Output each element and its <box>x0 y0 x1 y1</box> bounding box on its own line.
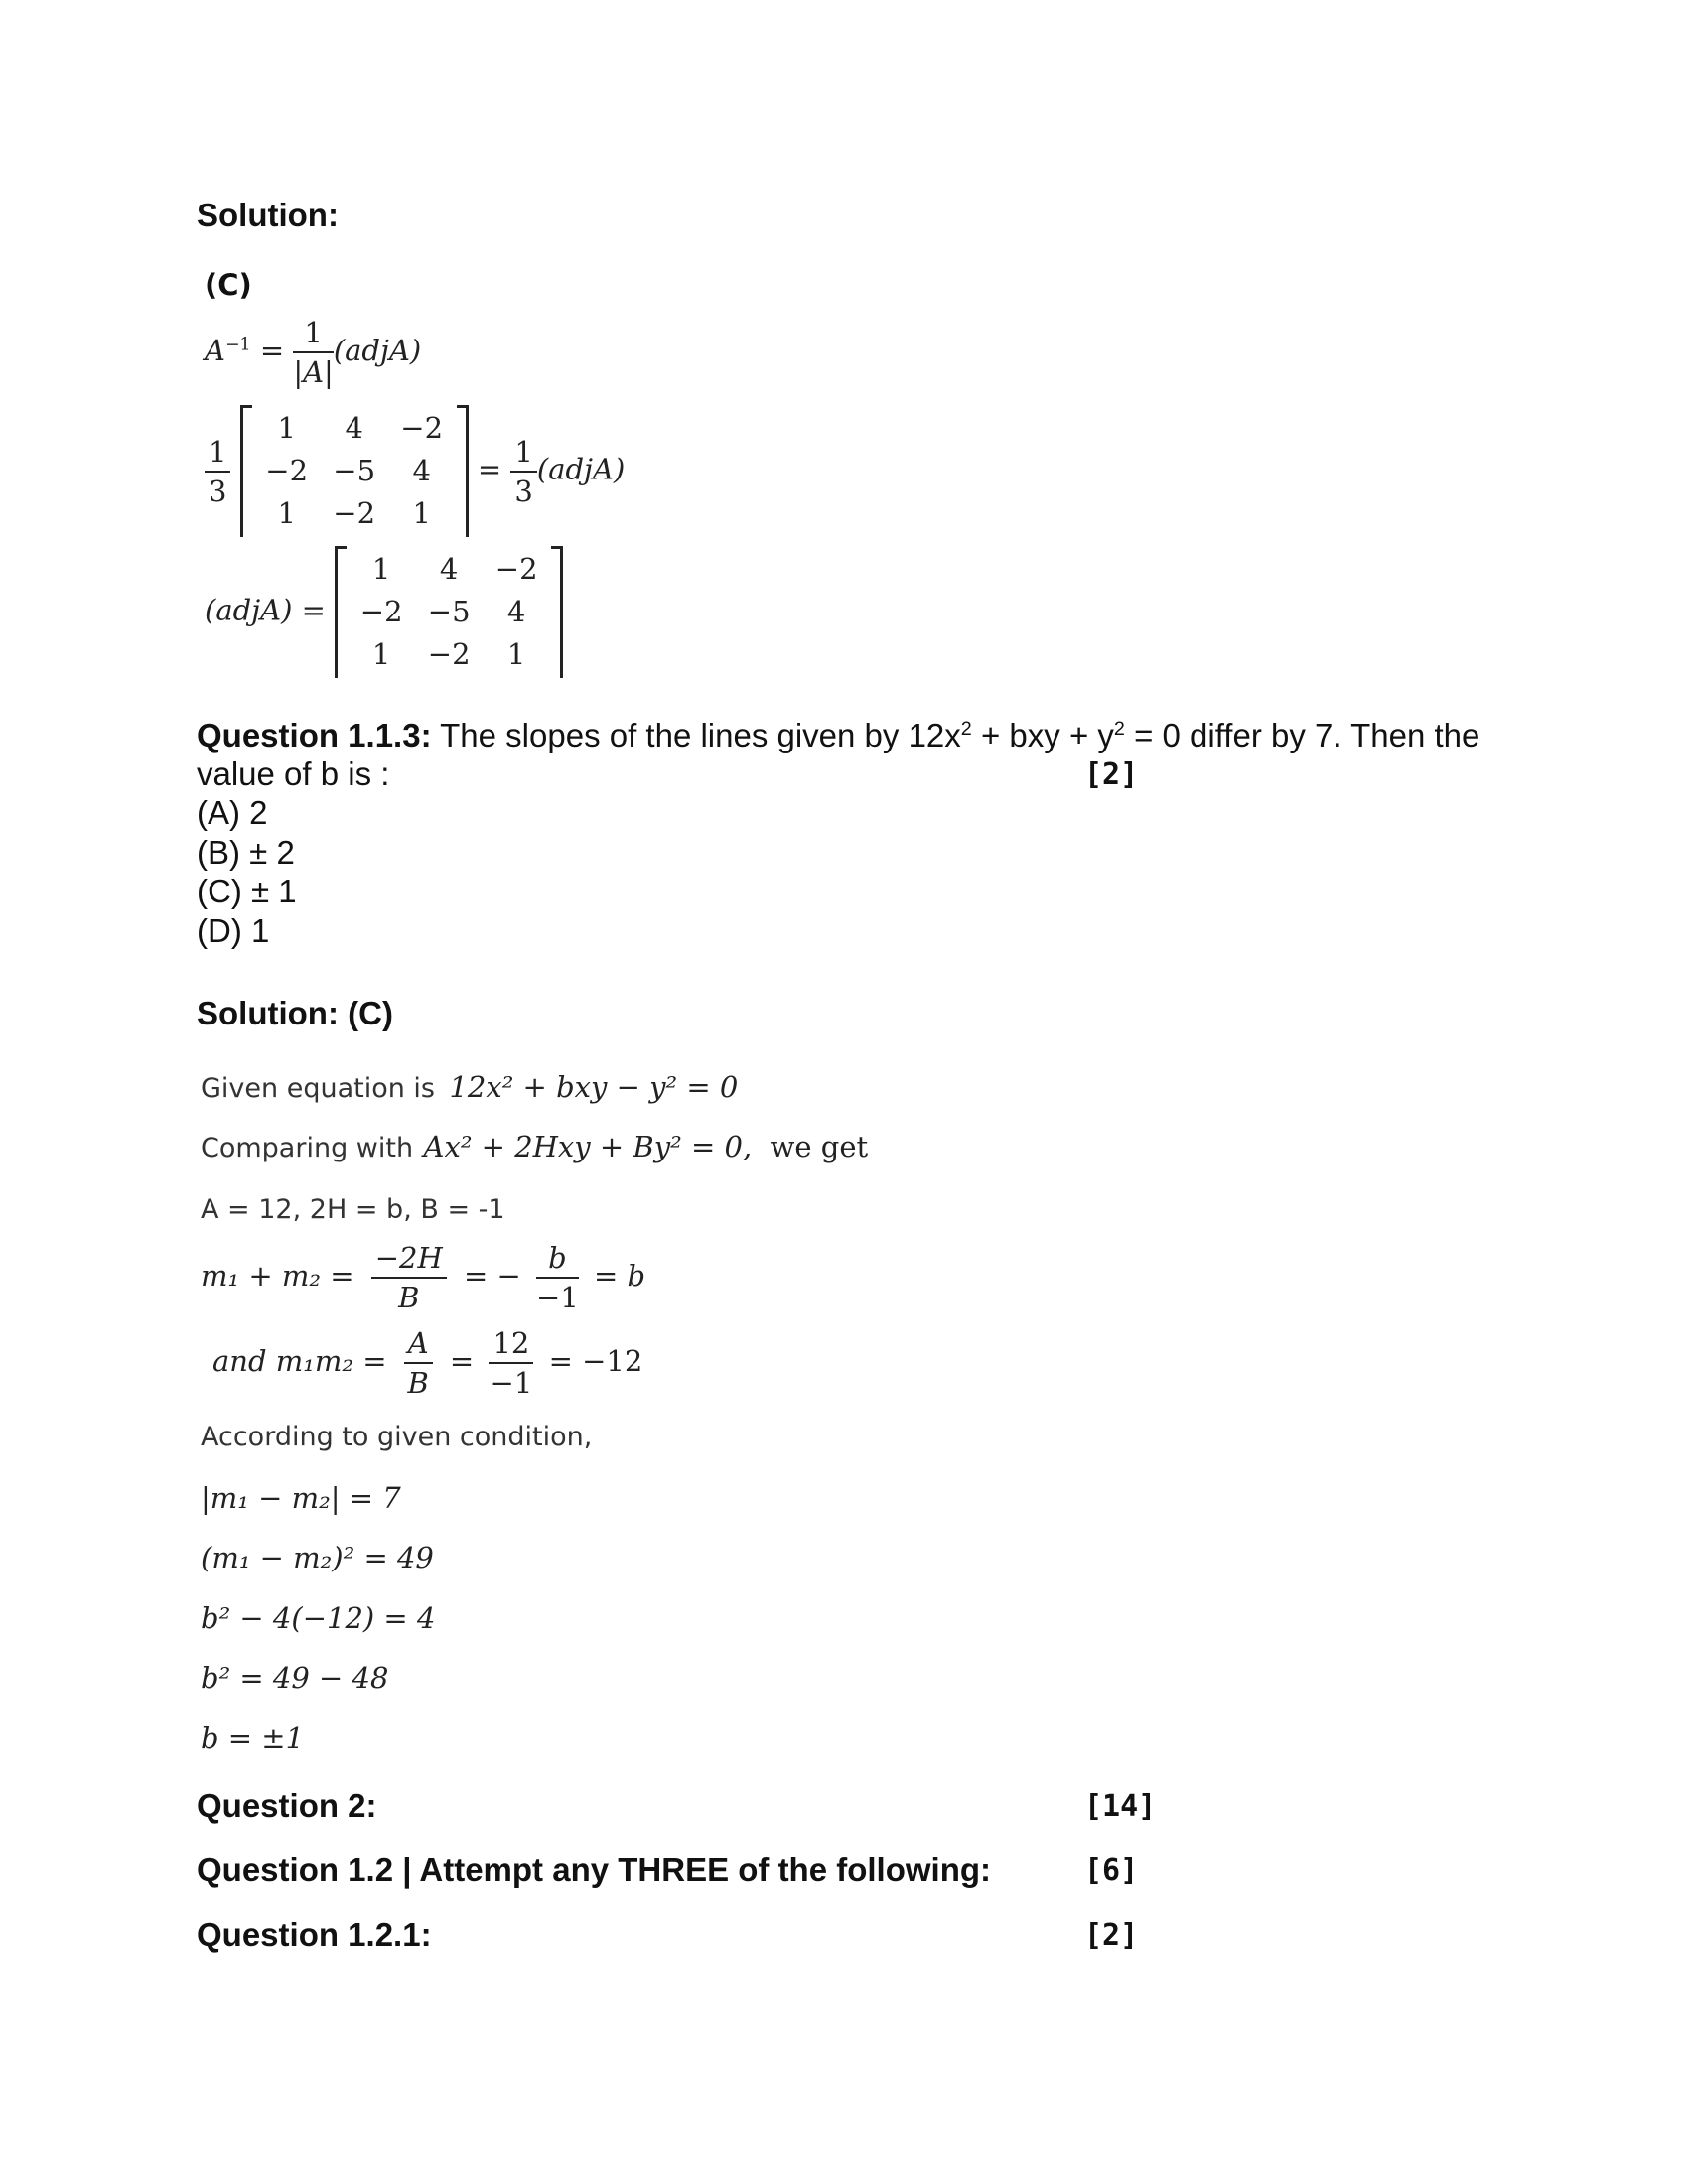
question-1-2-label: Question 1.2 | Attempt any THREE of the following: <box>197 1851 992 1888</box>
option-a: (A) 2 <box>197 794 268 831</box>
option-b: (B) ± 2 <box>197 834 295 871</box>
question-text-line2: value of b is : <box>197 755 390 792</box>
step-3: b² − 4(−12) = 4 <box>201 1601 436 1635</box>
question-1-2-marks: [6] <box>1084 1853 1139 1888</box>
solution-option: (C) <box>205 268 252 302</box>
given-equation-line: Given equation is 12x² + bxy − y² = 0 <box>201 1070 739 1104</box>
option-d: (D) 1 <box>197 912 270 949</box>
question-label: Question 1.1.3: <box>197 717 432 753</box>
question-1-1-3 <box>197 717 1507 754</box>
question-2-marks: [14] <box>1084 1789 1157 1824</box>
option-c: (C) ± 1 <box>197 873 297 909</box>
slope-sum: m₁ + m₂ = $\frac{-2H}{B}$ = − $\frac{b}{-1}$ = b <box>201 1241 646 1314</box>
question-1-2-1-marks: [2] <box>1084 1918 1139 1953</box>
matrix-adjoint: 1 4 −2 −2 −5 4 1 −2 1 <box>335 546 563 678</box>
solution-2-heading: Solution: (C) <box>197 995 393 1031</box>
adjoint-result: (adjA) = 1 4 −2 −2 −5 4 1 −2 1 <box>205 546 563 678</box>
question-1-2-1-label: Question 1.2.1: <box>197 1916 432 1953</box>
matrix-a-inverse: 1 4 −2 −2 −5 4 1 −2 1 <box>240 405 469 537</box>
question-text: The slopes of the lines given by $12x^2$ + bxy + $y^2 = 0$ differ by 7. Then the <box>440 717 1480 753</box>
step-5: b = ±1 <box>201 1721 305 1755</box>
step-2: (m₁ − m₂)² = 49 <box>201 1541 434 1574</box>
inverse-formula: $A^{-1}$ = $\frac{1}{|A|}$ (adjA) <box>205 316 422 389</box>
question-marks: [2] <box>1084 757 1139 792</box>
condition-line: According to given condition, <box>201 1422 593 1452</box>
question-2-label: Question 2: <box>197 1787 377 1824</box>
solution-heading: Solution: <box>197 197 339 233</box>
step-1: |m₁ − m₂| = 7 <box>201 1481 401 1515</box>
comparing-line: Comparing with Ax² + 2Hxy + By² = 0, we get <box>201 1130 869 1163</box>
slope-product: and m₁m₂ = $\frac{A}{B}$ = $\frac{12}{-1}$ = −12 <box>212 1326 643 1400</box>
step-4: b² = 49 − 48 <box>201 1661 389 1695</box>
matrix-equation: $\frac{1}{3}$ 1 4 −2 −2 −5 4 1 −2 1 = $\frac{1}{3}$ (adjA) <box>205 405 625 537</box>
coefficients-line: A = 12, 2H = b, B = -1 <box>201 1194 505 1225</box>
